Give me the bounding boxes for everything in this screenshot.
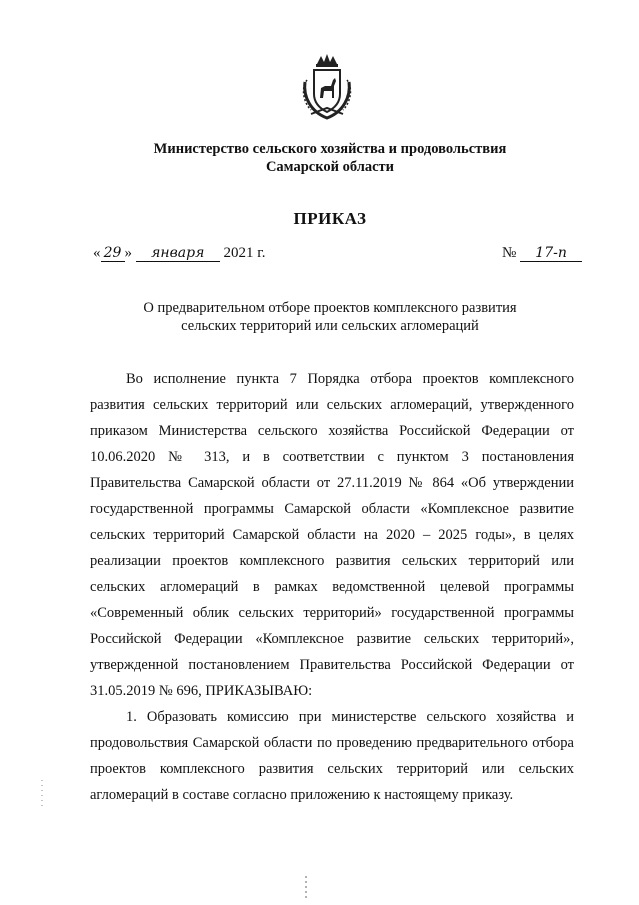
ministry-line-1: Министерство сельского хозяйства и продовольствия: [153, 141, 507, 157]
date-month: января: [136, 245, 220, 262]
date-day: 29: [101, 245, 125, 262]
ministry-line-2: Самарской области: [265, 159, 395, 175]
date-open-quote: «: [93, 245, 101, 261]
subject-line-1: О предварительном отборе проектов комплексного развития: [143, 300, 517, 316]
date-year: 2021 г.: [223, 245, 266, 261]
number-label: №: [502, 245, 517, 261]
number-value: 17-п: [520, 245, 582, 262]
document-type-title: ПРИКАЗ: [293, 209, 367, 228]
body-paragraph-2: 1. Образовать комиссию при министерстве сельского хозяйства и продовольствия Самарской области по проведению предварительного отбора проектов комплексного развития сельских территорий или сельских агломераций в составе согласно приложению к настоящему приказу.: [90, 709, 574, 803]
body-paragraph-1: Во исполнение пункта 7 Порядка отбора проектов комплексного развития сельских территорий или сельских агломераций, утвержденного приказом Министерства сельского хозяйства Российской Федерации от 10.06.2020 № 313, и в соответствии с пунктом 3 постановления Правительства Самарской области от 27.11.2019 № 864 «Об утверждении государственной программы Самарской области «Комплексное развитие сельских территорий Самарской области на 2020 – 2025 годы», в целях реализации проектов комплексного развития сельских территорий или сельских агломераций в рамках ведомственной целевой программы «Современный облик сельских территорий» государственной программы Российской Федерации «Комплексное развитие сельских территорий», утвержденной постановлением Правительства Российской Федерации от 31.05.2019 № 696, ПРИКАЗЫВАЮ:: [90, 371, 574, 699]
date-close-quote: »: [124, 245, 132, 261]
subject-line-2: сельских территорий или сельских агломераций: [181, 318, 479, 334]
